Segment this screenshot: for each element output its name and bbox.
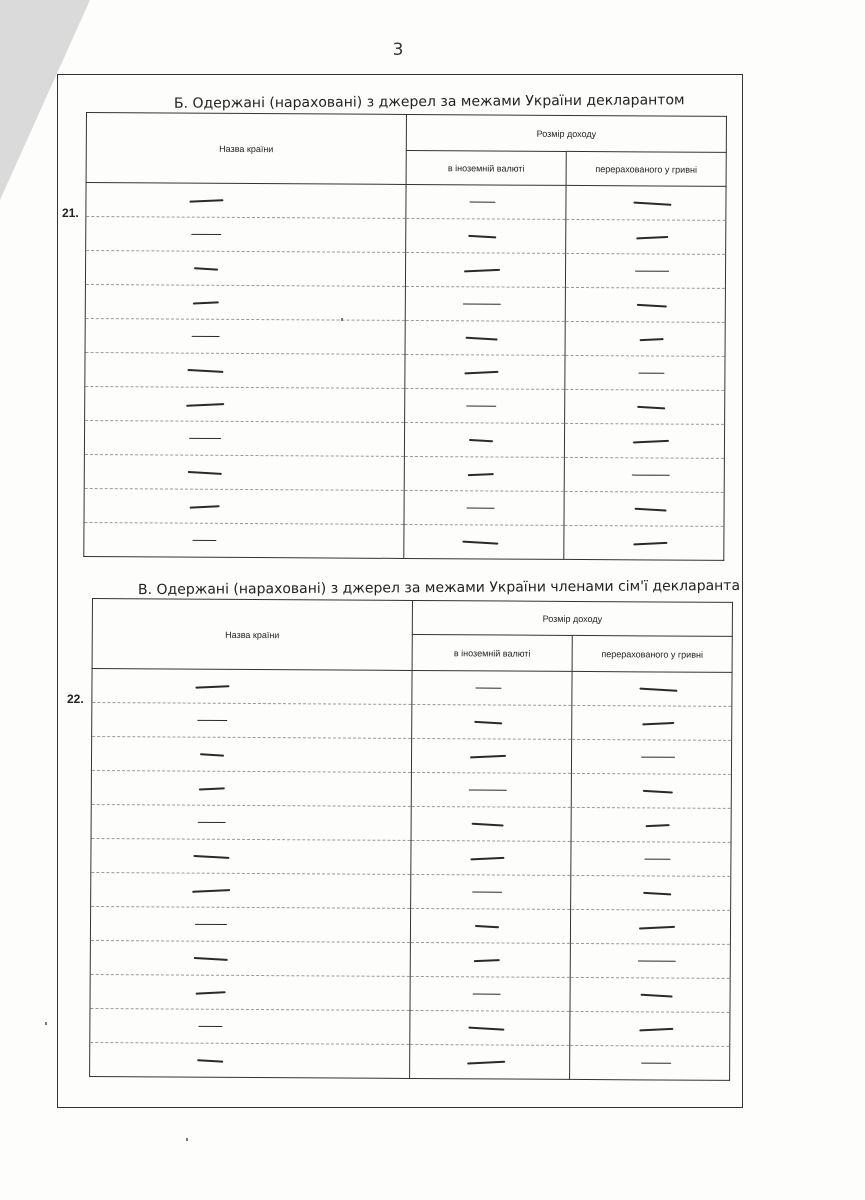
foreign-cell (412, 704, 572, 739)
empty-value-dash (197, 719, 227, 721)
empty-value-dash (189, 199, 223, 202)
uah-cell (570, 943, 730, 978)
empty-value-dash (192, 889, 230, 892)
foreign-cell (404, 456, 564, 491)
section-b-table (83, 112, 727, 561)
empty-value-dash (472, 993, 500, 995)
empty-value-dash (189, 437, 221, 439)
empty-value-dash (462, 303, 500, 305)
empty-value-dash (466, 405, 496, 407)
country-cell (91, 804, 411, 840)
empty-value-dash (192, 301, 218, 304)
table-row (90, 1042, 730, 1080)
uah-cell (572, 671, 732, 706)
uah-cell (564, 457, 724, 492)
empty-value-dash (467, 473, 493, 476)
converted-uah-header: перерахованого у гривні (566, 151, 726, 186)
empty-value-dash (474, 720, 502, 723)
country-cell (85, 284, 405, 320)
table-row (92, 669, 732, 707)
table-row (91, 737, 731, 775)
foreign-currency-header: в іноземній валюті (406, 150, 566, 185)
uah-cell (571, 807, 731, 842)
foreign-cell (404, 524, 564, 559)
country-column-header: Назва країни (86, 113, 406, 185)
empty-value-dash (474, 924, 498, 927)
uah-cell (570, 909, 730, 944)
country-cell (85, 251, 405, 287)
uah-cell (570, 1011, 730, 1046)
empty-value-dash (467, 1060, 505, 1063)
income-size-header: Розмір доходу (406, 114, 726, 152)
foreign-cell (404, 422, 564, 457)
foreign-cell (410, 1044, 570, 1079)
table-row (86, 217, 726, 255)
table-row (84, 522, 724, 560)
table-row (84, 488, 724, 526)
empty-value-dash (634, 507, 666, 510)
foreign-cell (406, 218, 566, 253)
country-cell (85, 318, 405, 354)
empty-value-dash (194, 267, 218, 270)
empty-value-dash (475, 687, 501, 689)
foreign-cell (411, 738, 571, 773)
uah-cell (565, 253, 725, 288)
country-cell (86, 217, 406, 253)
country-cell (84, 488, 404, 524)
table-row (85, 284, 725, 322)
empty-value-dash (639, 338, 663, 341)
country-cell (84, 420, 404, 456)
country-cell (90, 1008, 410, 1044)
country-cell (86, 183, 406, 219)
uah-cell (571, 739, 731, 774)
empty-value-dash (632, 439, 668, 442)
uah-cell (572, 705, 732, 740)
foreign-cell (405, 286, 565, 321)
uah-cell (565, 287, 725, 322)
empty-value-dash (195, 685, 229, 688)
empty-value-dash (636, 235, 668, 238)
foreign-cell (410, 976, 570, 1011)
empty-value-dash (468, 1026, 504, 1030)
empty-value-dash (193, 956, 227, 960)
uah-cell (564, 525, 724, 560)
uah-cell (570, 977, 730, 1012)
empty-value-dash (645, 824, 669, 827)
table-row (91, 872, 731, 910)
empty-value-dash (191, 335, 219, 337)
uah-cell (564, 423, 724, 458)
empty-value-dash (638, 372, 664, 374)
empty-value-dash (198, 1025, 222, 1027)
country-cell (91, 838, 411, 874)
empty-value-dash (187, 368, 223, 372)
empty-value-dash (642, 721, 674, 724)
country-column-header: Назва країни (92, 599, 412, 671)
country-cell (85, 386, 405, 422)
table-row (90, 974, 730, 1012)
country-cell (85, 352, 405, 388)
foreign-cell (405, 252, 565, 287)
table-row (85, 386, 725, 424)
country-cell (91, 737, 411, 773)
uah-cell (565, 355, 725, 390)
country-cell (92, 703, 412, 739)
empty-value-dash (464, 268, 500, 271)
table-row (91, 838, 731, 876)
foreign-cell (411, 840, 571, 875)
foreign-cell (411, 874, 571, 909)
uah-cell (566, 185, 726, 220)
country-cell (90, 974, 410, 1010)
section-b-row-number: 21. (62, 206, 79, 220)
section-v-table (89, 598, 733, 1081)
country-cell (92, 669, 412, 705)
income-size-header: Розмір доходу (412, 600, 732, 636)
country-cell (90, 940, 410, 976)
empty-value-dash (640, 993, 672, 996)
empty-value-dash (195, 923, 227, 925)
empty-value-dash (639, 1027, 673, 1030)
table-row (86, 183, 726, 221)
empty-value-dash (644, 858, 670, 860)
uah-cell (570, 1045, 730, 1080)
empty-value-dash (187, 470, 221, 474)
empty-value-dash (192, 539, 216, 541)
empty-value-dash (643, 891, 671, 894)
table-row (90, 940, 730, 978)
uah-cell (565, 389, 725, 424)
empty-value-dash (637, 960, 675, 962)
section-v-heading: В. Одержані (нараховані) з джерел за межами України членами сім'ї декларанта (137, 577, 741, 599)
uah-cell (564, 491, 724, 526)
uah-cell (571, 841, 731, 876)
foreign-cell (410, 908, 570, 943)
empty-value-dash (638, 925, 674, 928)
empty-value-dash (466, 507, 494, 509)
uah-cell (565, 321, 725, 356)
table-row (84, 454, 724, 492)
converted-uah-header: перерахованого у гривні (572, 635, 732, 672)
empty-value-dash (198, 787, 224, 790)
table-row (90, 1008, 730, 1046)
foreign-currency-header: в іноземній валюті (412, 634, 572, 671)
empty-value-dash (186, 403, 224, 406)
foreign-cell (405, 388, 565, 423)
foreign-cell (405, 320, 565, 355)
country-cell (91, 872, 411, 908)
country-cell (90, 906, 410, 942)
country-cell (91, 770, 411, 806)
empty-value-dash (642, 789, 672, 792)
empty-value-dash (200, 753, 224, 756)
empty-value-dash (465, 336, 497, 339)
scan-speck (186, 1138, 188, 1141)
empty-value-dash (633, 201, 671, 205)
section-v-rows (90, 669, 732, 1081)
scan-speck (341, 318, 343, 321)
empty-value-dash (473, 959, 499, 962)
empty-value-dash (472, 891, 502, 893)
table-row (92, 703, 732, 741)
empty-value-dash (631, 474, 669, 476)
section-b-rows (84, 183, 726, 561)
country-cell (84, 522, 404, 558)
foreign-cell (405, 354, 565, 389)
uah-cell (571, 773, 731, 808)
empty-value-dash (633, 541, 667, 544)
table-row (85, 318, 725, 356)
uah-cell (571, 875, 731, 910)
empty-value-dash (197, 1059, 223, 1062)
empty-value-dash (468, 438, 492, 441)
empty-value-dash (189, 505, 219, 508)
empty-value-dash (469, 201, 495, 203)
empty-value-dash (470, 856, 504, 859)
empty-value-dash (468, 789, 506, 791)
empty-value-dash (197, 821, 225, 823)
section-v-row-number: 22. (67, 692, 84, 706)
empty-value-dash (468, 234, 496, 237)
empty-value-dash (462, 540, 498, 544)
uah-cell (566, 219, 726, 254)
page-number: 3 (392, 40, 404, 60)
empty-value-dash (471, 822, 503, 825)
foreign-cell (410, 1010, 570, 1045)
empty-value-dash (191, 233, 221, 235)
table-row (84, 420, 724, 458)
empty-value-dash (464, 370, 498, 373)
country-cell (90, 1042, 410, 1078)
section-b-heading: Б. Одержані (нараховані) з джерел за межами України декларантом (173, 92, 685, 112)
empty-value-dash (641, 1062, 671, 1064)
empty-value-dash (195, 991, 225, 994)
foreign-cell (410, 942, 570, 977)
table-row (91, 804, 731, 842)
foreign-cell (406, 184, 566, 219)
scan-speck (45, 1022, 47, 1025)
country-cell (84, 454, 404, 490)
table-row (91, 770, 731, 808)
foreign-cell (411, 806, 571, 841)
table-row (90, 906, 730, 944)
foreign-cell (412, 670, 572, 705)
empty-value-dash (470, 754, 506, 757)
empty-value-dash (637, 405, 665, 408)
foreign-cell (411, 772, 571, 807)
empty-value-dash (635, 270, 669, 272)
empty-value-dash (193, 854, 229, 858)
empty-value-dash (639, 687, 677, 691)
empty-value-dash (636, 303, 666, 306)
foreign-cell (404, 490, 564, 525)
table-row (85, 251, 725, 289)
empty-value-dash (641, 756, 675, 758)
table-row (85, 352, 725, 390)
